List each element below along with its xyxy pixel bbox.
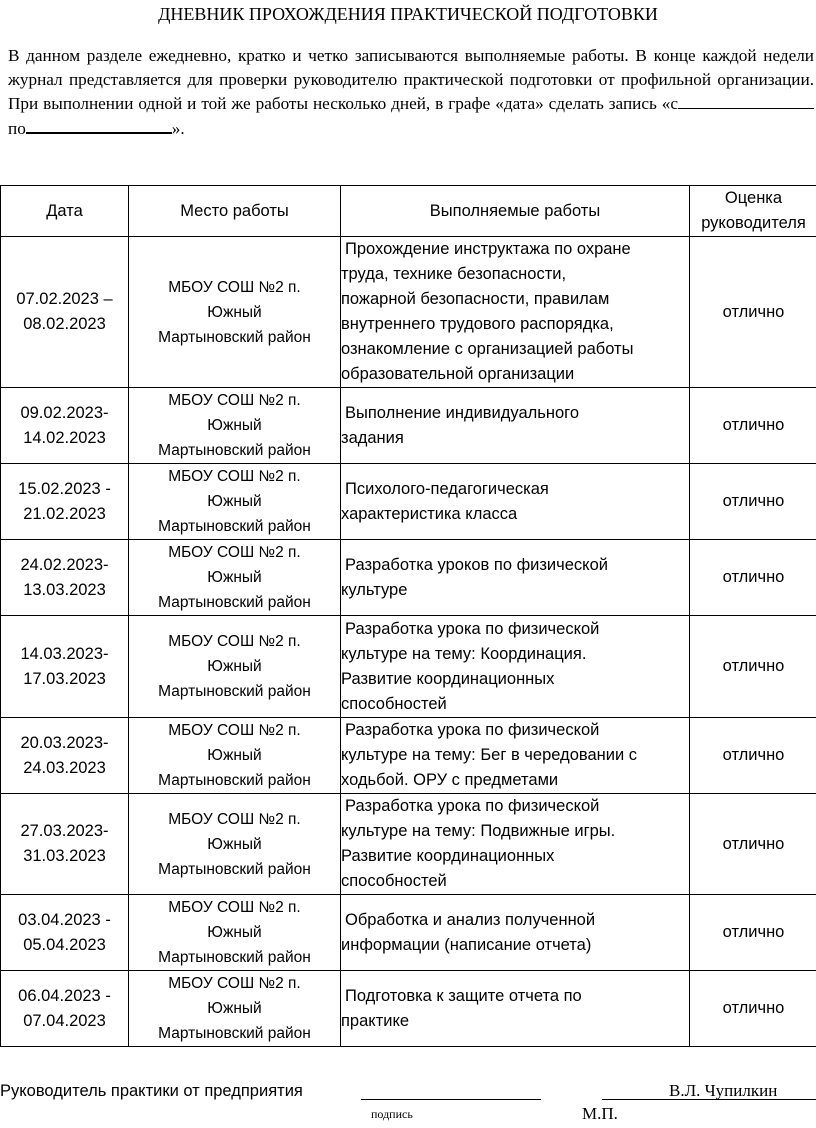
row-work: [341, 895, 690, 971]
row-grade: отлично: [690, 895, 816, 971]
work-line: культуре на тему: Бег в чередовании с: [341, 746, 638, 764]
intro-end-text: ».: [171, 119, 185, 138]
place-line: Южный: [207, 835, 262, 853]
row-date: 27.03.2023- 31.03.2023: [1, 794, 129, 895]
place-line: Южный: [207, 924, 262, 941]
row-place: [129, 388, 341, 464]
row-place: [129, 540, 341, 616]
place-line: Мартыновский район: [158, 328, 311, 346]
row-work: [341, 794, 690, 895]
row-place: [129, 237, 341, 388]
place-line: МБОУ СОШ №2 п.: [168, 899, 301, 916]
work-line: внутреннего трудового распорядка,: [341, 315, 614, 333]
table-header-row: [1, 186, 816, 237]
place-line: Южный: [207, 658, 262, 675]
row-date: 24.02.2023- 13.03.2023: [1, 540, 129, 616]
row-date: 14.03.2023- 17.03.2023: [1, 616, 129, 718]
row-work: [341, 464, 690, 540]
work-line: способностей: [341, 872, 447, 890]
intro-between-text: по: [8, 119, 26, 138]
place-line: МБОУ СОШ №2 п.: [168, 278, 301, 296]
work-line: пожарной безопасности, правилам: [341, 290, 610, 308]
place-line: Мартыновский район: [158, 442, 311, 459]
work-line: ознакомление с организацией работы: [341, 340, 634, 358]
work-line: Разработка урока по физической: [345, 619, 600, 638]
work-line: Обработка и анализ полученной: [345, 910, 596, 929]
place-line: Мартыновский район: [158, 772, 311, 789]
row-place: [129, 718, 341, 794]
work-line: Разработка урока по физической: [345, 797, 600, 815]
work-line: задания: [341, 428, 404, 447]
table-row: [1, 718, 816, 794]
place-line: МБОУ СОШ №2 п.: [168, 633, 301, 650]
work-line: культуре: [341, 580, 408, 599]
table-row: [1, 971, 816, 1047]
work-line: культуре на тему: Подвижные игры.: [341, 822, 616, 840]
place-line: МБОУ СОШ №2 п.: [168, 544, 301, 561]
practice-diary-table: [0, 185, 816, 1047]
work-line: Выполнение индивидуального: [345, 403, 579, 422]
row-work: [341, 388, 690, 464]
work-line: Разработка уроков по физической: [345, 555, 608, 574]
table-row: [1, 237, 816, 388]
place-line: Южный: [207, 569, 262, 586]
place-line: МБОУ СОШ №2 п.: [168, 392, 301, 409]
intro-paragraph: [8, 44, 814, 141]
row-date: 06.04.2023 - 07.04.2023: [1, 971, 129, 1047]
row-grade: отлично: [690, 718, 816, 794]
intro-text: В данном разделе ежедневно, кратко и четко записываются выполняемые работы. В конце каждой недели журнал представляется для проверки руководителю практической подготовки от профильной организации. При выполнении одной и той же работы несколько дней, в графе «дата» сделать запись «с: [8, 46, 814, 113]
row-date: 09.02.2023- 14.02.2023: [1, 388, 129, 464]
row-date: 20.03.2023- 24.03.2023: [1, 718, 129, 794]
table-row: [1, 388, 816, 464]
place-line: МБОУ СОШ №2 п.: [168, 722, 301, 739]
row-work: [341, 540, 690, 616]
row-place: [129, 616, 341, 718]
date-to-blank: [26, 116, 172, 134]
header-date: Дата: [1, 186, 129, 237]
row-date: 03.04.2023 - 05.04.2023: [1, 895, 129, 971]
row-grade: отлично: [690, 464, 816, 540]
work-line: образовательной организации: [341, 365, 575, 383]
place-line: Мартыновский район: [158, 518, 311, 535]
row-work: [341, 237, 690, 388]
work-line: информации (написание отчета): [341, 935, 592, 954]
header-grade: Оценка руководителя: [690, 186, 816, 237]
row-grade: отлично: [690, 237, 816, 388]
table-row: [1, 895, 816, 971]
row-grade: отлично: [690, 540, 816, 616]
row-grade: отлично: [690, 971, 816, 1047]
row-grade: отлично: [690, 794, 816, 895]
signature-caption: подпись: [371, 1107, 413, 1121]
place-line: МБОУ СОШ №2 п.: [168, 975, 301, 992]
place-line: МБОУ СОШ №2 п.: [168, 468, 301, 485]
work-line: труда, технике безопасности,: [341, 265, 567, 283]
work-line: Прохождение инструктажа по охране: [345, 240, 631, 258]
row-work: [341, 616, 690, 718]
place-line: Южный: [207, 493, 262, 510]
work-line: Разработка урока по физической: [345, 721, 600, 739]
place-line: Южный: [207, 417, 262, 434]
header-work: Выполняемые работы: [341, 186, 690, 237]
row-place: [129, 794, 341, 895]
work-line: практике: [341, 1011, 410, 1030]
work-line: Развитие координационных: [341, 669, 555, 688]
place-line: Мартыновский район: [158, 1025, 311, 1042]
table-row: [1, 794, 816, 895]
signature-line: [361, 1099, 541, 1100]
date-from-blank: [678, 92, 814, 109]
place-line: Южный: [207, 747, 262, 764]
supervisor-name: В.Л. Чупилкин: [669, 1081, 778, 1100]
work-line: Психолого-педагогическая: [345, 479, 549, 498]
place-line: Южный: [207, 303, 262, 321]
row-date: 15.02.2023 - 21.02.2023: [1, 464, 129, 540]
work-line: Подготовка к защите отчета по: [345, 986, 582, 1005]
work-line: Развитие координационных: [341, 847, 555, 865]
work-line: ходьбой. ОРУ с предметами: [341, 771, 559, 789]
table-body: [1, 237, 816, 1047]
row-grade: отлично: [690, 388, 816, 464]
work-line: культуре на тему: Координация.: [341, 644, 587, 663]
table-row: [1, 540, 816, 616]
row-place: [129, 895, 341, 971]
row-grade: отлично: [690, 616, 816, 718]
place-line: Мартыновский район: [158, 594, 311, 611]
supervisor-label: Руководитель практики от предприятия: [0, 1082, 303, 1100]
row-date: 07.02.2023 – 08.02.2023: [1, 237, 129, 388]
row-work: [341, 718, 690, 794]
place-line: Мартыновский район: [158, 683, 311, 700]
place-line: Южный: [207, 1000, 262, 1017]
work-line: способностей: [341, 694, 447, 713]
header-place: Место работы: [129, 186, 341, 237]
page-title: ДНЕВНИК ПРОХОЖДЕНИЯ ПРАКТИЧЕСКОЙ ПОДГОТОВКИ: [158, 4, 658, 24]
place-line: МБОУ СОШ №2 п.: [168, 810, 301, 828]
place-line: Мартыновский район: [158, 949, 311, 966]
row-place: [129, 464, 341, 540]
place-line: Мартыновский район: [158, 860, 311, 878]
stamp-caption: М.П.: [582, 1104, 618, 1123]
work-line: характеристика класса: [341, 504, 518, 523]
table-row: [1, 464, 816, 540]
row-work: [341, 971, 690, 1047]
table-row: [1, 616, 816, 718]
row-place: [129, 971, 341, 1047]
